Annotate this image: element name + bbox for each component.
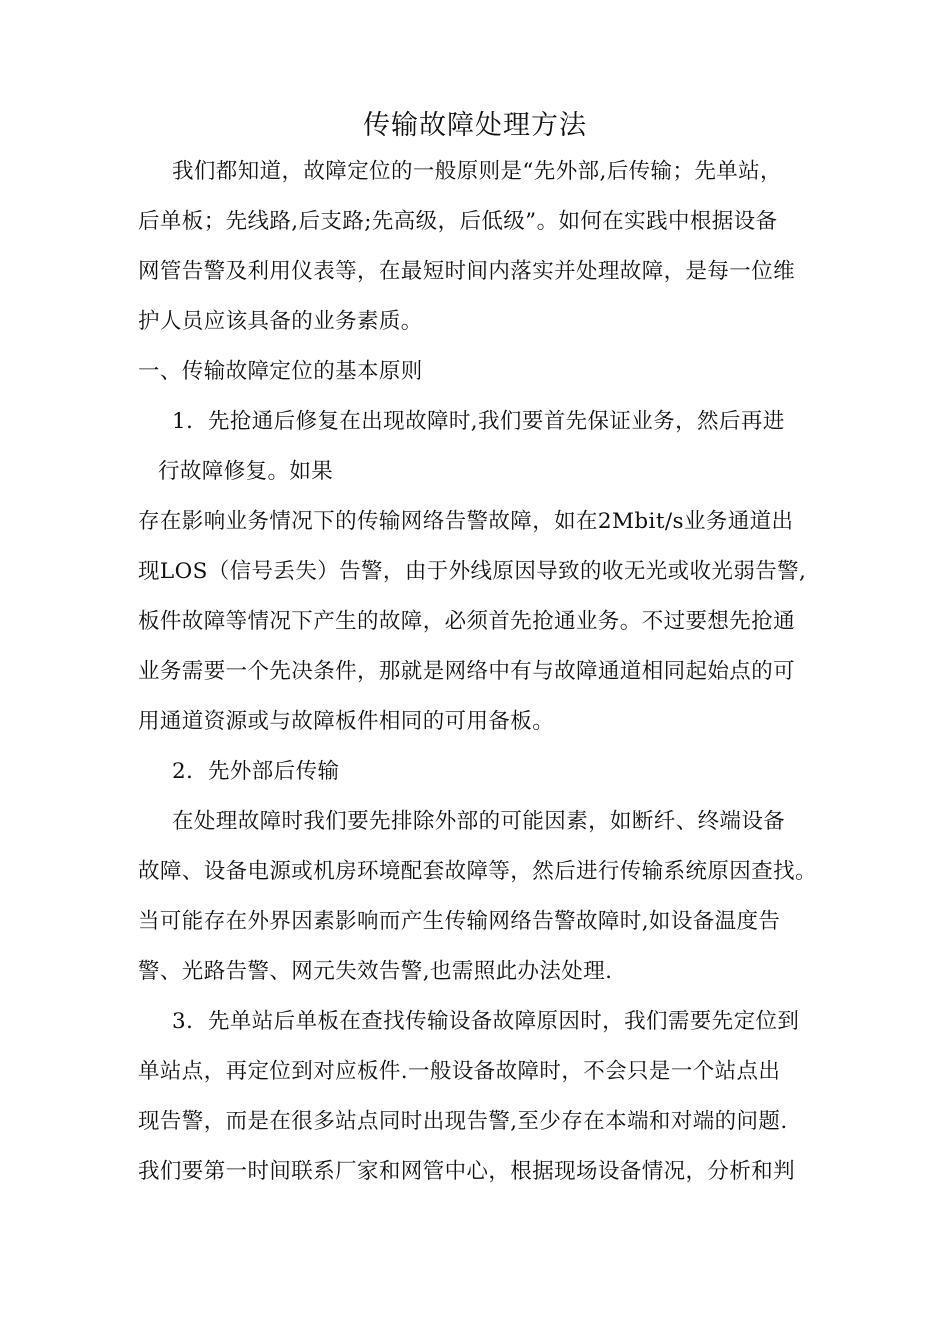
paragraph-line-14: 单站点，再定位到对应板件.一般设备故障时，不会只是一个站点出 bbox=[138, 1059, 781, 1084]
paragraph-line-15: 现告警，而是在很多站点同时出现告警,至少存在本端和对端的问题. bbox=[138, 1109, 788, 1134]
section-heading: 一、传输故障定位的基本原则 bbox=[138, 359, 423, 384]
paragraph-line-4: 护人员应该具备的业务素质。 bbox=[138, 309, 423, 334]
paragraph-line-7: 板件故障等情况下产生的故障，必须首先抢通业务。不过要想先抢通 bbox=[138, 609, 796, 634]
document-title: 传输故障处理方法 bbox=[363, 110, 587, 141]
paragraph-line-5: 存在影响业务情况下的传输网络告警故障，如在2Mbit/s业务通道出 bbox=[138, 509, 794, 534]
item-1-line-2: 行故障修复。如果 bbox=[158, 459, 334, 484]
item-3-line-1: 3．先单站后单板在查找传输设备故障原因时，我们需要先定位到 bbox=[172, 1009, 800, 1034]
paragraph-line-12: 当可能存在外界因素影响而产生传输网络告警故障时,如设备温度告 bbox=[138, 909, 781, 934]
paragraph-line-8: 业务需要一个先决条件，那就是网络中有与故障通道相同起始点的可 bbox=[138, 659, 796, 684]
paragraph-line-9: 用通道资源或与故障板件相同的可用备板。 bbox=[138, 709, 555, 734]
paragraph-line-11: 故障、设备电源或机房环境配套故障等，然后进行传输系统原因查找。 bbox=[138, 859, 817, 884]
paragraph-line-1: 我们都知道，故障定位的一般原则是“先外部,后传输；先单站， bbox=[172, 159, 782, 184]
item-2-heading: 2．先外部后传输 bbox=[172, 759, 340, 784]
paragraph-line-16: 我们要第一时间联系厂家和网管中心，根据现场设备情况，分析和判 bbox=[138, 1159, 796, 1184]
item-1-line-1: 1．先抢通后修复在出现故障时,我们要首先保证业务，然后再进 bbox=[172, 409, 785, 434]
paragraph-line-10: 在处理故障时我们要先排除外部的可能因素，如断纤、终端设备 bbox=[172, 809, 786, 834]
paragraph-line-2: 后单板；先线路,后支路;先高级，后低级”。如何在实践中根据设备 bbox=[138, 209, 778, 234]
paragraph-line-13: 警、光路告警、网元失效告警,也需照此办法处理. bbox=[138, 959, 613, 984]
paragraph-line-6: 现LOS（信号丢失）告警，由于外线原因导致的收无光或收光弱告警, bbox=[138, 559, 807, 584]
paragraph-line-3: 网管告警及利用仪表等，在最短时间内落实并处理故障，是每一位维 bbox=[138, 259, 796, 284]
